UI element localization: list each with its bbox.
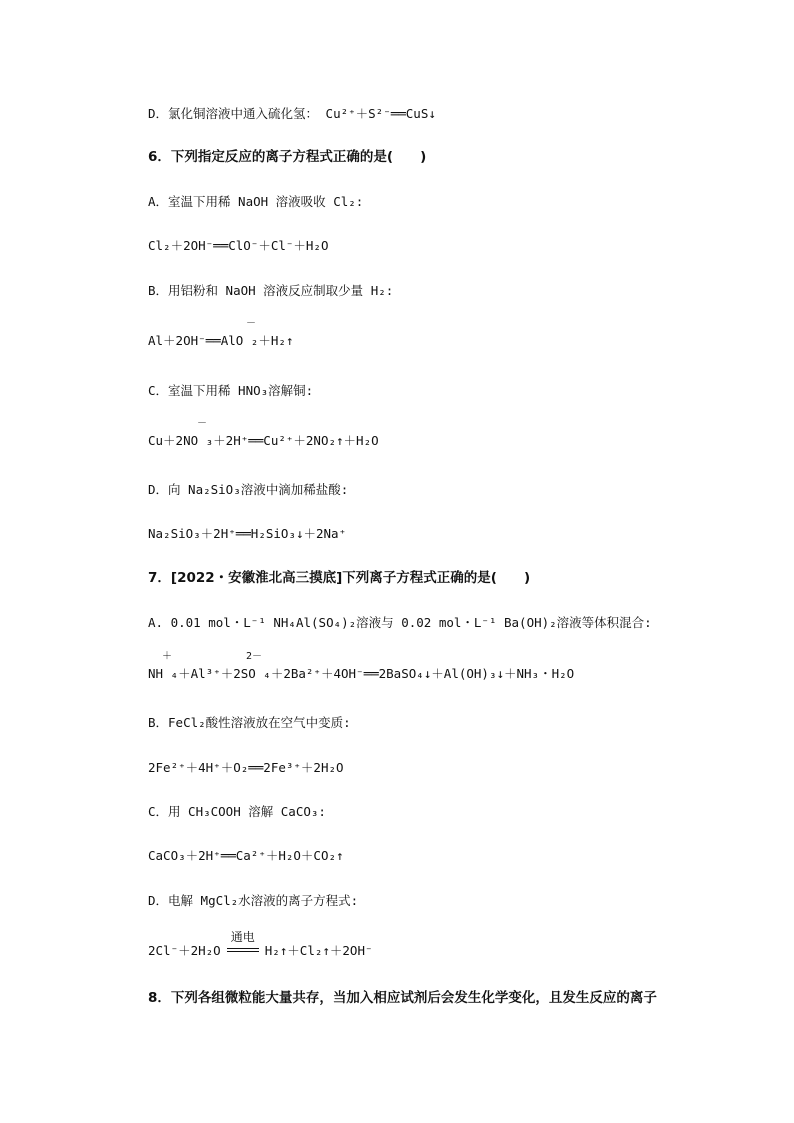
option-c-q7: C．用 CH₃COOH 溶解 CaCO₃: — [148, 804, 326, 819]
equation-a-q7-overmark-1: ＋ — [162, 651, 172, 662]
equation-b-q6: Al＋2OH⁻══AlO ₂＋H₂↑ — [148, 333, 294, 348]
equation-a-q7-overmark-2: 2－ — [246, 651, 263, 662]
option-a-q7: A. 0.01 mol・L⁻¹ NH₄Al(SO₄)₂溶液与 0.02 mol・L⁻¹ Ba(OH)₂溶液等体积混合: — [148, 615, 652, 630]
equation-d-q6: Na₂SiO₃＋2H⁺══H₂SiO₃↓＋2Na⁺ — [148, 526, 347, 541]
equation-d-q7-left: 2Cl⁻＋2H₂O — [148, 943, 221, 958]
option-c-q6: C．室温下用稀 HNO₃溶解铜: — [148, 383, 314, 398]
equation-b-q6-overmark: － — [246, 318, 256, 329]
equation-b-q7: 2Fe²⁺＋4H⁺＋O₂══2Fe³⁺＋2H₂O — [148, 760, 344, 775]
equation-d-q7 — [148, 929, 373, 960]
question-8-stem: 8．下列各组微粒能大量共存，当加入相应试剂后会发生化学变化，且发生反应的离子 — [148, 990, 657, 1006]
equation-d-q7-right: H₂↑＋Cl₂↑＋2OH⁻ — [264, 943, 373, 958]
question-6-stem: 6．下列指定反应的离子方程式正确的是( ) — [148, 149, 427, 165]
option-b-q6: B．用铝粉和 NaOH 溶液反应制取少量 H₂: — [148, 283, 394, 298]
condition-rule-bottom — [227, 951, 259, 952]
option-b-q7: B．FeCl₂酸性溶液放在空气中变质: — [148, 715, 351, 730]
equation-a-q7: NH ₄＋Al³⁺＋2SO ₄＋2Ba²⁺＋4OH⁻══2BaSO₄↓＋Al(OH)₃↓＋NH₃・H₂O — [148, 666, 575, 681]
option-d-q5: D．氯化铜溶液中通入硫化氢： Cu²⁺＋S²⁻══CuS↓ — [148, 106, 436, 121]
electrolysis-label: 通电 — [230, 929, 255, 944]
option-d-q7: D．电解 MgCl₂水溶液的离子方程式: — [148, 893, 359, 908]
condition-rule-top — [227, 948, 259, 949]
equation-c-q6: Cu＋2NO ₃＋2H⁺══Cu²⁺＋2NO₂↑＋H₂O — [148, 433, 379, 448]
option-d-q6: D．向 Na₂SiO₃溶液中滴加稀盐酸: — [148, 482, 349, 497]
equation-c-q6-overmark: － — [197, 418, 207, 429]
option-a-q6: A．室温下用稀 NaOH 溶液吸收 Cl₂: — [148, 194, 364, 209]
electrolysis-condition — [227, 929, 259, 960]
question-7-stem: 7．[2022・安徽淮北高三摸底]下列离子方程式正确的是( ) — [148, 570, 531, 586]
equation-a-q6: Cl₂＋2OH⁻══ClO⁻＋Cl⁻＋H₂O — [148, 238, 329, 253]
equation-c-q7: CaCO₃＋2H⁺══Ca²⁺＋H₂O＋CO₂↑ — [148, 848, 344, 863]
